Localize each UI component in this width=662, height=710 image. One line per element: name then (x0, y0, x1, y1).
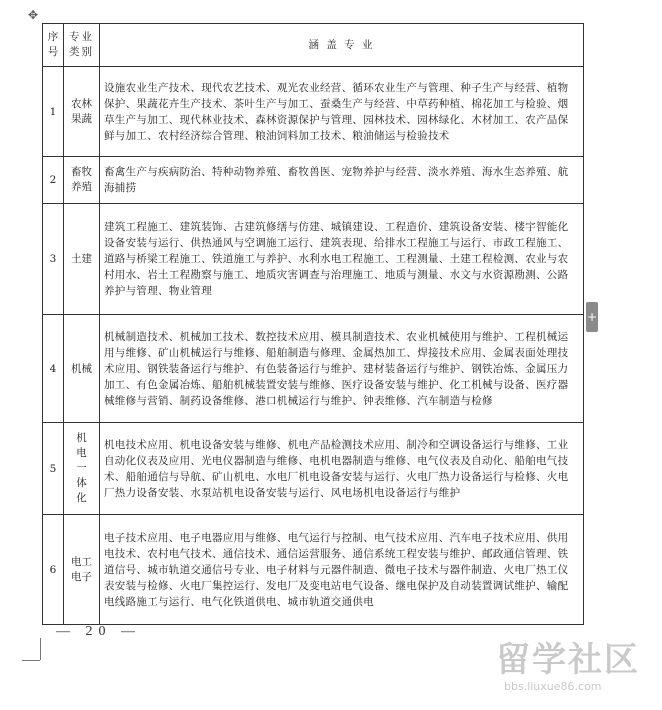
row-number: 2 (43, 157, 64, 204)
row-content: 设施农业生产技术、现代农艺技术、观光农业经营、循环农业生产与管理、种子生产与经营、植物保护、果蔬花卉生产技术、茶叶生产与加工、蚕桑生产与经营、中草药种植、棉花加工与检验、烟草生产与加工、现代林业技术、森林资源保护与管理、园林技术、园林绿化、木材加工、农产品保鲜与加工、农村经济综合管理、粮油饲料加工技术、粮油储运与检验技术 (100, 67, 584, 157)
row-content: 建筑工程施工、建筑装饰、古建筑修缮与仿建、城镇建设、工程造价、建筑设备安装、楼宇智能化设备安装与运行、供热通风与空调施工运行、建筑表现、给排水工程施工与运行、市政工程施工、道路与桥梁工程施工、铁道施工与养护、水利水电工程施工、工程测量、土建工程检测、农业与农村用水、岩土工程勘察与施工、地质灾害调查与治理施工、地质与测量、水文与水资源勘测、公路养护与管理、物业管理 (100, 204, 584, 315)
table-row (43, 315, 584, 423)
crop-mark-horizontal (22, 660, 40, 661)
row-content: 畜禽生产与疾病防治、特种动物养殖、畜牧兽医、宠物养护与经营、淡水养殖、海水生态养殖、航海捕捞 (100, 157, 584, 204)
row-category: 农林果蔬 (64, 67, 100, 157)
row-content: 机电技术应用、机电设备安装与维修、机电产品检测技术应用、制冷和空调设备运行与维修、工业自动化仪表及应用、光电仪器制造与维修、电机电器制造与维修、电气仪表及自动化、船舶电气技术、船舶通信与导航、矿山机电、水电厂机电设备安装与运行、火电厂热力设备运行与检修、火电厂热力设备安装、水泵站机电设备安装与运行、风电场机电设备运行与维护 (100, 423, 584, 515)
row-number: 1 (43, 67, 64, 157)
row-number: 3 (43, 204, 64, 315)
page-number: — 20 — (56, 624, 141, 639)
header-coverage: 涵 盖 专 业 (100, 24, 584, 67)
row-content: 机械制造技术、机械加工技术、数控技术应用、模具制造技术、农业机械使用与维护、工程机械运用与维修、矿山机械运行与维修、船舶制造与修理、金属热加工、焊接技术应用、金属表面处理技术应用、钢铁装备运行与维护、有色装备运行与维护、建材装备运行与维护、钢铁冶炼、金属压力加工、有色金属冶炼、船舶机械装置安装与维修、医疗设备安装与维护、化工机械与设备、医疗器械维修与营销、制药设备维修、港口机械运行与维护、钟表维修、汽车制造与检修 (100, 315, 584, 423)
crop-mark-vertical (40, 638, 41, 660)
table-header-row (43, 24, 584, 67)
watermark-url: bbs.liuxue86.com (504, 680, 602, 693)
row-category: 机电一体化 (64, 423, 100, 515)
table-row (43, 67, 584, 157)
table-row (43, 423, 584, 515)
row-content: 电子技术应用、电子电器应用与维修、电气运行与控制、电气技术应用、汽车电子技术应用、供用电技术、农村电气技术、通信技术、通信运营服务、通信系统工程安装与维护、邮政通信管理、铁道信号、城市轨道交通信号专业、电子材料与元器件制造、微电子技术与器件制造、火电厂热工仪表安装与检修、火电厂集控运行、发电厂及变电站电气设备、继电保护及自动装置调试维护、输配电线路施工与运行、电气化铁道供电、城市轨道交通供电 (100, 515, 584, 625)
table-row (43, 157, 584, 204)
row-category: 土建 (64, 204, 100, 315)
table-row (43, 204, 584, 315)
row-number: 6 (43, 515, 64, 625)
header-no: 序号 (43, 24, 64, 67)
specialty-table (42, 23, 584, 625)
row-number: 5 (43, 423, 64, 515)
side-expand-tab[interactable]: + (586, 302, 598, 332)
row-category: 电工电子 (64, 515, 100, 625)
row-category: 机械 (64, 315, 100, 423)
watermark (496, 640, 646, 700)
table-move-handle-icon[interactable]: ✥ (27, 8, 39, 22)
watermark-logo: 留学社区 (496, 640, 640, 680)
table-row (43, 515, 584, 625)
row-category: 畜牧养殖 (64, 157, 100, 204)
row-number: 4 (43, 315, 64, 423)
header-category: 专业类别 (64, 24, 100, 67)
